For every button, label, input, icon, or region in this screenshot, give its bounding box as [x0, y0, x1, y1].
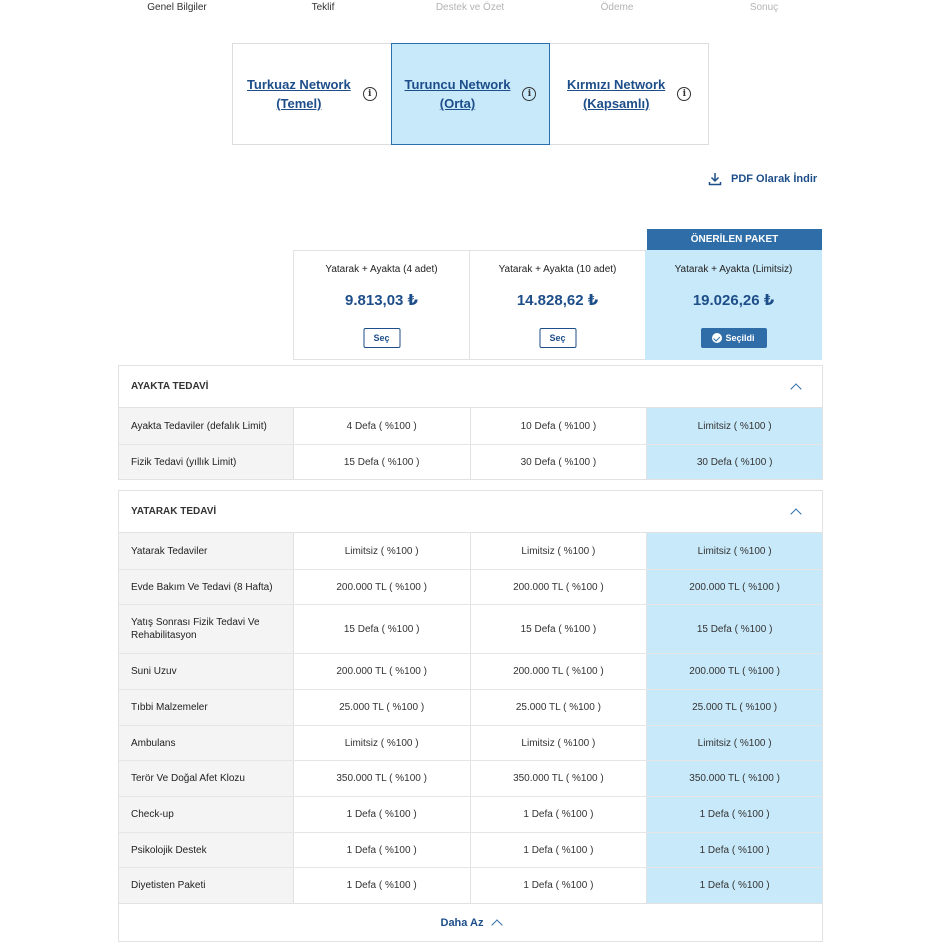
row-label: Suni Uzuv [119, 654, 294, 689]
plan-card-10-adet [469, 250, 646, 360]
row-value: 30 Defa ( %100 ) [471, 445, 648, 479]
row-value: 1 Defa ( %100 ) [294, 833, 471, 867]
network-card-turuncu[interactable] [391, 43, 551, 145]
info-icon[interactable]: i [677, 87, 691, 101]
plan-name: Yatarak + Ayakta (10 adet) [498, 264, 617, 275]
check-circle-icon [712, 333, 722, 343]
table-row [119, 689, 822, 725]
plan-price: 9.813,03 ₺ [345, 292, 418, 309]
row-value: 1 Defa ( %100 ) [471, 797, 648, 832]
table-row [119, 533, 822, 569]
row-label: Yatarak Tedaviler [119, 533, 294, 569]
row-label: Ambulans [119, 726, 294, 760]
section-header[interactable] [119, 491, 822, 533]
row-value: Limitsiz ( %100 ) [294, 533, 471, 569]
network-title[interactable]: Turuncu Network (Orta) [404, 77, 511, 111]
plan-cards [293, 250, 822, 360]
row-label: Fizik Tedavi (yıllık Limit) [119, 445, 294, 479]
row-value: 350.000 TL ( %100 ) [471, 761, 648, 796]
select-plan-button[interactable]: Seç [539, 328, 576, 348]
step-odeme: Ödeme [600, 2, 634, 13]
table-row [119, 867, 822, 903]
row-label: Evde Bakım Ve Tedavi (8 Hafta) [119, 570, 294, 604]
section-title: YATARAK TEDAVİ [131, 506, 217, 517]
row-label: Psikolojik Destek [119, 833, 294, 867]
row-value: 1 Defa ( %100 ) [294, 868, 471, 903]
network-card-turkuaz[interactable] [232, 43, 392, 145]
section-title: AYAKTA TEDAVİ [131, 381, 209, 392]
network-title[interactable]: Turkuaz Network (Temel) [246, 77, 351, 111]
step-sonuc: Sonuç [749, 2, 779, 13]
row-value: 1 Defa ( %100 ) [294, 797, 471, 832]
row-label: Check-up [119, 797, 294, 832]
row-value: 15 Defa ( %100 ) [647, 605, 822, 653]
plan-name: Yatarak + Ayakta (Limitsiz) [674, 264, 793, 275]
table-row [119, 653, 822, 689]
row-label: Yatış Sonrası Fizik Tedavi Ve Rehabilitasyon [119, 605, 294, 653]
row-value: 1 Defa ( %100 ) [647, 833, 822, 867]
table-row [119, 604, 822, 653]
row-value: Limitsiz ( %100 ) [647, 726, 822, 760]
plan-price: 14.828,62 ₺ [516, 292, 599, 309]
chevron-up-icon [491, 919, 502, 930]
network-title[interactable]: Kırmızı Network (Kapsamlı) [567, 77, 666, 111]
row-value: Limitsiz ( %100 ) [294, 726, 471, 760]
show-less-label: Daha Az [440, 916, 484, 929]
plan-card-limitsiz [645, 250, 822, 360]
row-value: 200.000 TL ( %100 ) [647, 570, 822, 604]
row-label: Ayakta Tedaviler (defalık Limit) [119, 408, 294, 444]
section-yatarak-tedavi [118, 490, 823, 942]
row-value: 25.000 TL ( %100 ) [294, 690, 471, 725]
row-value: 350.000 TL ( %100 ) [647, 761, 822, 796]
row-value: 25.000 TL ( %100 ) [647, 690, 822, 725]
step-teklif[interactable]: Teklif [311, 2, 335, 13]
plan-price: 19.026,26 ₺ [692, 292, 775, 309]
step-destek-ozet: Destek ve Özet [435, 2, 505, 13]
info-icon[interactable]: i [363, 87, 377, 101]
chevron-up-icon[interactable] [790, 508, 801, 519]
plan-card-4-adet [293, 250, 470, 360]
network-selector [232, 43, 709, 145]
row-label: Terör Ve Doğal Afet Klozu [119, 761, 294, 796]
row-value: 350.000 TL ( %100 ) [294, 761, 471, 796]
row-value: 15 Defa ( %100 ) [294, 445, 471, 479]
row-value: 1 Defa ( %100 ) [647, 797, 822, 832]
row-value: 1 Defa ( %100 ) [471, 833, 648, 867]
row-value: 1 Defa ( %100 ) [471, 868, 648, 903]
show-less-button[interactable] [119, 903, 822, 941]
pdf-download-label: PDF Olarak İndir [731, 173, 818, 185]
row-value: 200.000 TL ( %100 ) [471, 654, 648, 689]
pdf-download-link[interactable] [708, 172, 817, 186]
row-value: 4 Defa ( %100 ) [294, 408, 471, 444]
table-row [119, 796, 822, 832]
row-value: 1 Defa ( %100 ) [647, 868, 822, 903]
progress-steps [0, 0, 929, 18]
row-value: Limitsiz ( %100 ) [647, 408, 822, 444]
table-row [119, 569, 822, 604]
row-value: 10 Defa ( %100 ) [471, 408, 648, 444]
row-value: 200.000 TL ( %100 ) [294, 654, 471, 689]
table-row [119, 444, 822, 479]
select-plan-button[interactable]: Seç [363, 328, 400, 348]
row-value: 30 Defa ( %100 ) [647, 445, 822, 479]
row-value: Limitsiz ( %100 ) [647, 533, 822, 569]
section-ayakta-tedavi [118, 365, 823, 480]
network-card-kirmizi[interactable] [549, 43, 709, 145]
table-row [119, 760, 822, 796]
plan-name: Yatarak + Ayakta (4 adet) [325, 264, 438, 275]
row-value: 15 Defa ( %100 ) [294, 605, 471, 653]
row-value: 200.000 TL ( %100 ) [294, 570, 471, 604]
row-value: 15 Defa ( %100 ) [471, 605, 648, 653]
row-value: Limitsiz ( %100 ) [471, 533, 648, 569]
info-icon[interactable]: i [522, 87, 536, 101]
table-row [119, 832, 822, 867]
row-label: Diyetisten Paketi [119, 868, 294, 903]
row-value: 200.000 TL ( %100 ) [647, 654, 822, 689]
row-value: 25.000 TL ( %100 ) [471, 690, 648, 725]
selected-plan-button[interactable]: Seçildi [701, 328, 767, 348]
table-row [119, 725, 822, 760]
section-header[interactable] [119, 366, 822, 408]
step-genel-bilgiler[interactable]: Genel Bilgiler [147, 2, 207, 13]
row-label: Tıbbi Malzemeler [119, 690, 294, 725]
recommended-badge: ÖNERİLEN PAKET [647, 229, 822, 250]
table-row [119, 408, 822, 444]
download-icon [708, 172, 722, 186]
chevron-up-icon[interactable] [790, 383, 801, 394]
row-value: 200.000 TL ( %100 ) [471, 570, 648, 604]
row-value: Limitsiz ( %100 ) [471, 726, 648, 760]
